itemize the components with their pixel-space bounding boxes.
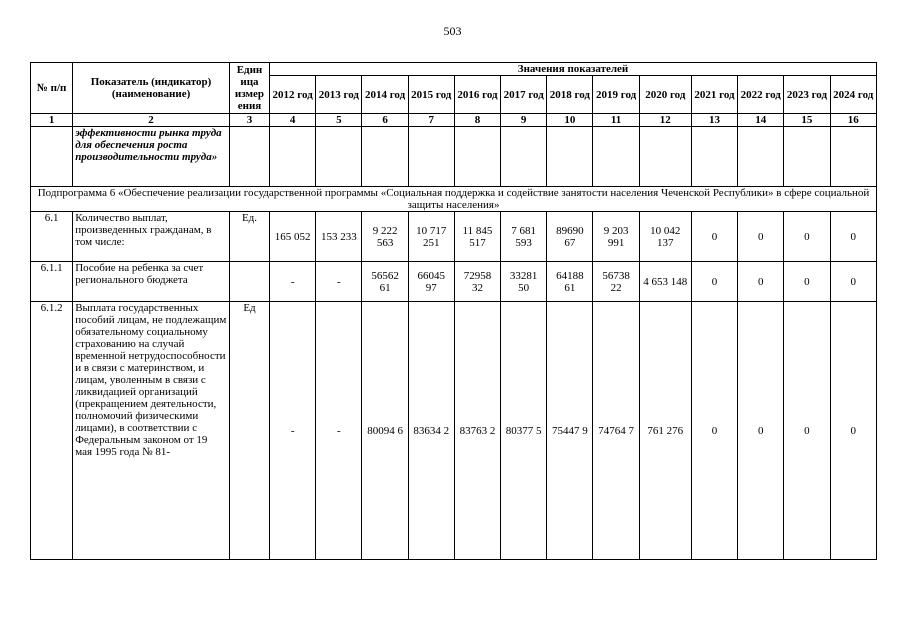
header-year: 2017 год <box>501 76 547 114</box>
row-num: 6.1 <box>31 212 73 262</box>
row-value: 10 717 251 <box>408 212 454 262</box>
table-row <box>31 302 877 560</box>
subprogram-title: Подпрограмма 6 «Обеспечение реализации государственной программы «Социальная поддержка и содействие занятости населения Чеченской Республики» в сфере социальной защиты населения» <box>31 187 877 212</box>
row-value: 74764 7 <box>593 302 639 560</box>
col-number: 13 <box>691 114 737 127</box>
header-year: 2023 год <box>784 76 830 114</box>
row-indicator-name: Пособие на ребенка за счет регионального бюджета <box>73 262 230 302</box>
row-value: 153 233 <box>316 212 362 262</box>
row-value: 0 <box>691 302 737 560</box>
col-number: 16 <box>830 114 876 127</box>
col-number: 15 <box>784 114 830 127</box>
row-value: 0 <box>691 212 737 262</box>
header-year: 2024 год <box>830 76 876 114</box>
row-num: 6.1.2 <box>31 302 73 560</box>
row-value: 9 222 563 <box>362 212 408 262</box>
header-values: Значения показателей <box>270 63 877 76</box>
row-value: 33281 50 <box>501 262 547 302</box>
row-value: 75447 9 <box>547 302 593 560</box>
row-value: 0 <box>784 302 830 560</box>
col-number: 2 <box>73 114 230 127</box>
col-number: 4 <box>270 114 316 127</box>
col-number: 9 <box>501 114 547 127</box>
header-year: 2013 год <box>316 76 362 114</box>
row-num: 6.1.1 <box>31 262 73 302</box>
table-row <box>31 127 877 187</box>
header-year: 2016 год <box>454 76 500 114</box>
col-number: 8 <box>454 114 500 127</box>
row-value: 0 <box>691 262 737 302</box>
row-value: - <box>316 302 362 560</box>
row-value: 80094 6 <box>362 302 408 560</box>
row-value: 11 845 517 <box>454 212 500 262</box>
subprogram-row <box>31 187 877 212</box>
indicators-table <box>30 62 877 560</box>
continued-indicator-name: эффективности рынка труда для обеспечения роста производительности труда» <box>73 127 230 187</box>
row-value: 0 <box>830 302 876 560</box>
col-number: 3 <box>229 114 269 127</box>
header-year: 2012 год <box>270 76 316 114</box>
row-value: 0 <box>738 212 784 262</box>
row-value: 0 <box>738 302 784 560</box>
header-indicator: Показатель (индикатор) (наименование) <box>73 63 230 114</box>
header-year: 2014 год <box>362 76 408 114</box>
header-year: 2018 год <box>547 76 593 114</box>
page-number: 503 <box>443 24 462 38</box>
row-value: 80377 5 <box>501 302 547 560</box>
row-indicator-name: Выплата государственных пособий лицам, не подлежащим обязательному социальному страхованию на случай временной нетрудоспособности и в связи с материнством, и лицам, уволенным в связи с ликвидацией организаций (прекращением деятельности, полномочий физическими лицами), в соответствии с Федеральным законом от 19 мая 1995 года № 81- <box>73 302 230 560</box>
row-value: 761 276 <box>639 302 691 560</box>
table-row <box>31 212 877 262</box>
row-value: 72958 32 <box>454 262 500 302</box>
header-year: 2021 год <box>691 76 737 114</box>
column-numbers-row <box>31 114 877 127</box>
row-value: 0 <box>830 262 876 302</box>
row-value: 165 052 <box>270 212 316 262</box>
row-value: 89690 67 <box>547 212 593 262</box>
header-unit: Един ица измер ения <box>229 63 269 114</box>
row-value: - <box>270 302 316 560</box>
header-year: 2019 год <box>593 76 639 114</box>
col-number: 11 <box>593 114 639 127</box>
header-num: № п/п <box>31 63 73 114</box>
row-value: 66045 97 <box>408 262 454 302</box>
row-value: - <box>270 262 316 302</box>
row-value: 0 <box>738 262 784 302</box>
row-unit: Ед <box>229 302 269 560</box>
row-value: 7 681 593 <box>501 212 547 262</box>
col-number: 5 <box>316 114 362 127</box>
header-year: 2015 год <box>408 76 454 114</box>
col-number: 1 <box>31 114 73 127</box>
row-value: 64188 61 <box>547 262 593 302</box>
row-value: 0 <box>830 212 876 262</box>
row-value: 4 653 148 <box>639 262 691 302</box>
col-number: 14 <box>738 114 784 127</box>
row-value: 83763 2 <box>454 302 500 560</box>
row-indicator-name: Количество выплат, произведенных гражданам, в том числе: <box>73 212 230 262</box>
col-number: 12 <box>639 114 691 127</box>
col-number: 7 <box>408 114 454 127</box>
row-value: 9 203 991 <box>593 212 639 262</box>
row-value: 56562 61 <box>362 262 408 302</box>
row-value: 0 <box>784 262 830 302</box>
row-value: 56738 22 <box>593 262 639 302</box>
row-value: 83634 2 <box>408 302 454 560</box>
row-unit <box>229 262 269 302</box>
row-unit: Ед. <box>229 212 269 262</box>
table-row <box>31 262 877 302</box>
header-year: 2022 год <box>738 76 784 114</box>
row-value: 0 <box>784 212 830 262</box>
col-number: 10 <box>547 114 593 127</box>
row-value: 10 042 137 <box>639 212 691 262</box>
header-year: 2020 год <box>639 76 691 114</box>
row-value: - <box>316 262 362 302</box>
col-number: 6 <box>362 114 408 127</box>
